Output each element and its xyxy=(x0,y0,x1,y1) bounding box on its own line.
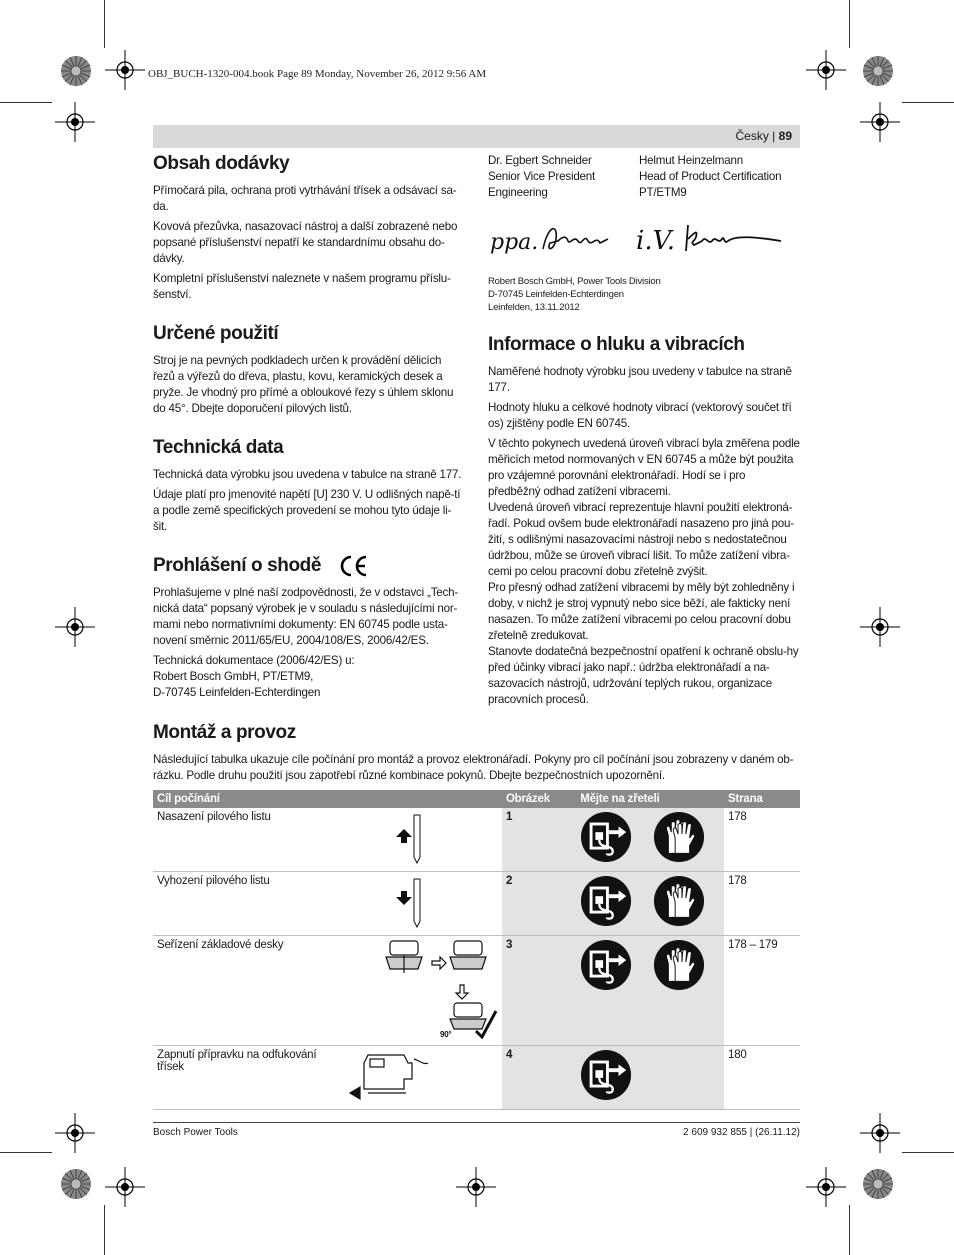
registration-mark xyxy=(860,102,900,142)
registration-mark xyxy=(456,1167,496,1207)
gloves-icon xyxy=(653,939,705,991)
crop-mark xyxy=(0,1152,52,1153)
column-header: Cíl počínání xyxy=(153,790,502,808)
paragraph: Pro přesný odhad zatížení vibracemi by měly být zohledněny i doby, v nichž je stroj vypnutý nebo sice běží, ale fakticky není nasazen. To může zatížení vibracemi po celou pracovní dobu zřetelně zredukovat. xyxy=(488,581,795,642)
crop-mark xyxy=(104,0,105,48)
paragraph: Naměřené hodnoty výrobku jsou uvedeny v tabulce na straně 177. xyxy=(488,365,792,394)
paragraph: Robert Bosch GmbH, PT/ETM9, xyxy=(153,670,314,684)
section-montaz xyxy=(153,722,800,784)
step-illustration xyxy=(344,936,502,1046)
registration-mark xyxy=(105,1167,145,1207)
column-header: Mějte na zřeteli xyxy=(576,790,724,808)
section-title: Technická data xyxy=(153,437,284,458)
crop-mark xyxy=(902,102,954,103)
gloves-icon xyxy=(653,811,705,863)
signatory-role: Head of Product Certification xyxy=(639,170,782,183)
step-illustration xyxy=(344,1046,502,1110)
paragraph: Údaje platí pro jmenovité napětí [U] 230 V. U odlišných napě-tí a podle země specifických provedení se mohou tyto údaje li-šit. xyxy=(153,488,461,533)
column-header: Strana xyxy=(724,790,800,808)
angle-label: 90° xyxy=(439,1030,452,1039)
section-shoda xyxy=(153,555,465,701)
table-row xyxy=(153,936,800,1046)
signature-schneider xyxy=(488,205,638,265)
arrow-down-icon xyxy=(348,875,498,929)
signatory-role: Senior Vice President xyxy=(488,170,596,183)
steps-table xyxy=(153,790,800,1110)
running-header xyxy=(153,125,800,148)
figure-number: 3 xyxy=(502,936,576,1046)
registration-mark xyxy=(55,607,95,647)
jigsaw-illustration xyxy=(348,1049,498,1103)
footer-docnumber: 2 609 932 855 | (26.11.12) xyxy=(683,1127,800,1138)
print-header: OBJ_BUCH-1320-004.book Page 89 Monday, November 26, 2012 9:56 AM xyxy=(148,68,487,80)
signatory-name: Helmut Heinzelmann xyxy=(639,154,744,167)
figure-number: 4 xyxy=(502,1046,576,1110)
step-label: Seřízení základové desky xyxy=(153,936,344,1046)
ce-mark xyxy=(339,555,369,577)
color-rosette xyxy=(862,55,894,87)
unplug-icon xyxy=(580,875,632,927)
language-label: Česky | 89 xyxy=(735,129,792,143)
company-line: Robert Bosch GmbH, Power Tools Division xyxy=(488,276,661,287)
paragraph: Prohlašujeme v plné naší zodpovědnosti, že v odstavci „Tech-nická data“ popsaný výrobek je v souladu s následujícími nor-mami nebo normativními dokumenty: EN 60745 podle usta-novení směrnic 2011/65/EU, 2004/108/ES, 2006/42/ES. xyxy=(153,586,459,648)
column-header: Obrázek xyxy=(502,790,576,808)
notes-cell xyxy=(576,936,724,1046)
registration-mark xyxy=(55,1113,95,1153)
paragraph: Kompletní příslušenství naleznete v našem programu příslu-šenství. xyxy=(153,272,451,301)
signature-heinzelmann xyxy=(636,205,796,265)
step-label: Nasazení pilového listu xyxy=(153,808,344,872)
notes-cell xyxy=(576,1046,724,1110)
paragraph: Přímočará pila, ochrana proti vytrhávání třísek a odsávací sa-da. xyxy=(153,184,457,213)
paragraph: Následující tabulka ukazuje cíle počínání pro montáž a provoz elektronářadí. Pokyny pro cíl počínání jsou zobrazeny v daném ob-rázku. Podle druhu použití jsou zapotřebí různé kombinace pokynů. Dbejte bezpečnostních upozornění. xyxy=(153,753,794,782)
paragraph: Technická dokumentace (2006/42/ES) u: xyxy=(153,654,355,668)
color-rosette xyxy=(862,1168,894,1200)
right-column xyxy=(488,153,800,728)
section-title: Prohlášení o shodě xyxy=(153,555,465,577)
crop-mark xyxy=(902,1152,954,1153)
step-label: Vyhození pilového listu xyxy=(153,872,344,936)
section-obsah xyxy=(153,153,465,303)
arrow-up-icon xyxy=(348,811,498,865)
base-plate-illustration xyxy=(348,939,498,1039)
left-column xyxy=(153,153,465,721)
section-title: Informace o hluku a vibracích xyxy=(488,334,745,355)
page-ref: 178 – 179 xyxy=(724,936,800,1046)
paragraph: Hodnoty hluku a celkové hodnoty vibrací (vektorový součet tří os) zjištěny podle EN 60745. xyxy=(488,401,792,430)
registration-mark xyxy=(55,102,95,142)
unplug-icon xyxy=(580,811,632,863)
crop-mark xyxy=(849,1205,850,1255)
svg-text:ppa.: ppa. xyxy=(490,230,539,255)
page-ref: 178 xyxy=(724,808,800,872)
page-ref: 178 xyxy=(724,872,800,936)
gloves-icon xyxy=(653,875,705,927)
registration-mark xyxy=(860,1113,900,1153)
figure-number: 1 xyxy=(502,808,576,872)
step-illustration xyxy=(344,808,502,872)
paragraph: Stroj je na pevných podkladech určen k provádění dělicích řezů a výřezů do dřeva, plastu, kovu, keramických desek a pryže. Je vhodný pro přímé a obloukové řezy s úhlem sklonu do 45°. Dbejte doporučení pilových listů. xyxy=(153,354,454,415)
paragraph: D-70745 Leinfelden-Echterdingen xyxy=(153,686,321,700)
table-header-row xyxy=(153,790,800,808)
signatory-name: Dr. Egbert Schneider xyxy=(488,154,592,167)
registration-mark xyxy=(806,50,846,90)
table-row xyxy=(153,1046,800,1110)
paragraph: Uvedená úroveň vibrací reprezentuje hlavní použití elektroná-řadí. Pokud ovšem bude elektronářadí nasazeno pro jiná pou-žití, s odlišnými nasazovacími nástroji nebo s nedostatečnou údržbou, může se úroveň vibrací lišit. To může zatížení vibra-cemi po celou pracovní dobu zřetelně zvýšit. xyxy=(488,501,794,578)
company-line: D-70745 Leinfelden-Echterdingen xyxy=(488,289,624,300)
section-hluk xyxy=(488,334,800,708)
company-line: Leinfelden, 13.11.2012 xyxy=(488,302,580,313)
registration-mark xyxy=(105,50,145,90)
page-number: 89 xyxy=(778,129,792,143)
page-ref: 180 xyxy=(724,1046,800,1110)
footer-brand: Bosch Power Tools xyxy=(153,1127,238,1138)
section-title: Montáž a provoz xyxy=(153,722,296,743)
section-technicka xyxy=(153,437,465,535)
color-rosette xyxy=(60,55,92,87)
unplug-icon xyxy=(580,1049,632,1101)
signatory-dept: PT/ETM9 xyxy=(639,186,687,199)
notes-cell xyxy=(576,808,724,872)
paragraph: Kovová přezůvka, nasazovací nástroj a další zobrazené nebo popsané příslušenství nepatří ke standardnímu obsahu do-dávky. xyxy=(153,220,458,265)
unplug-icon xyxy=(580,939,632,991)
signatory-dept: Engineering xyxy=(488,186,548,199)
footer-divider xyxy=(153,1122,800,1123)
paragraph: Technická data výrobku jsou uvedena v tabulce na straně 177. xyxy=(153,468,462,481)
svg-text:i.V.: i.V. xyxy=(636,226,676,256)
paragraph: Stanovte dodatečná bezpečnostní opatření k ochraně obslu-hy před účinky vibrací jako např.: údržba elektronářadí a na-sazovacích nástrojů, udržování teplých rukou, organizace pracovních procesů. xyxy=(488,645,799,706)
crop-mark xyxy=(849,0,850,48)
table-row xyxy=(153,808,800,872)
color-rosette xyxy=(60,1168,92,1200)
crop-mark xyxy=(104,1205,105,1255)
registration-mark xyxy=(806,1167,846,1207)
registration-mark xyxy=(860,607,900,647)
step-illustration xyxy=(344,872,502,936)
step-label: Zapnutí přípravku na odfukování třísek xyxy=(153,1046,344,1110)
figure-number: 2 xyxy=(502,872,576,936)
table-row xyxy=(153,872,800,936)
signatories xyxy=(488,153,800,201)
section-title: Obsah dodávky xyxy=(153,153,290,174)
section-title: Určené použití xyxy=(153,323,279,344)
paragraph: V těchto pokynech uvedená úroveň vibrací byla změřena podle měřicích metod normovaných v EN 60745 a může být použita pro vzájemné porovnání elektronářadí. Hodí se i pro předběžný odhad zatížení vibracemi. xyxy=(488,437,800,498)
notes-cell xyxy=(576,872,724,936)
signatures xyxy=(488,205,800,275)
crop-mark xyxy=(0,102,52,103)
section-urcene xyxy=(153,323,465,417)
